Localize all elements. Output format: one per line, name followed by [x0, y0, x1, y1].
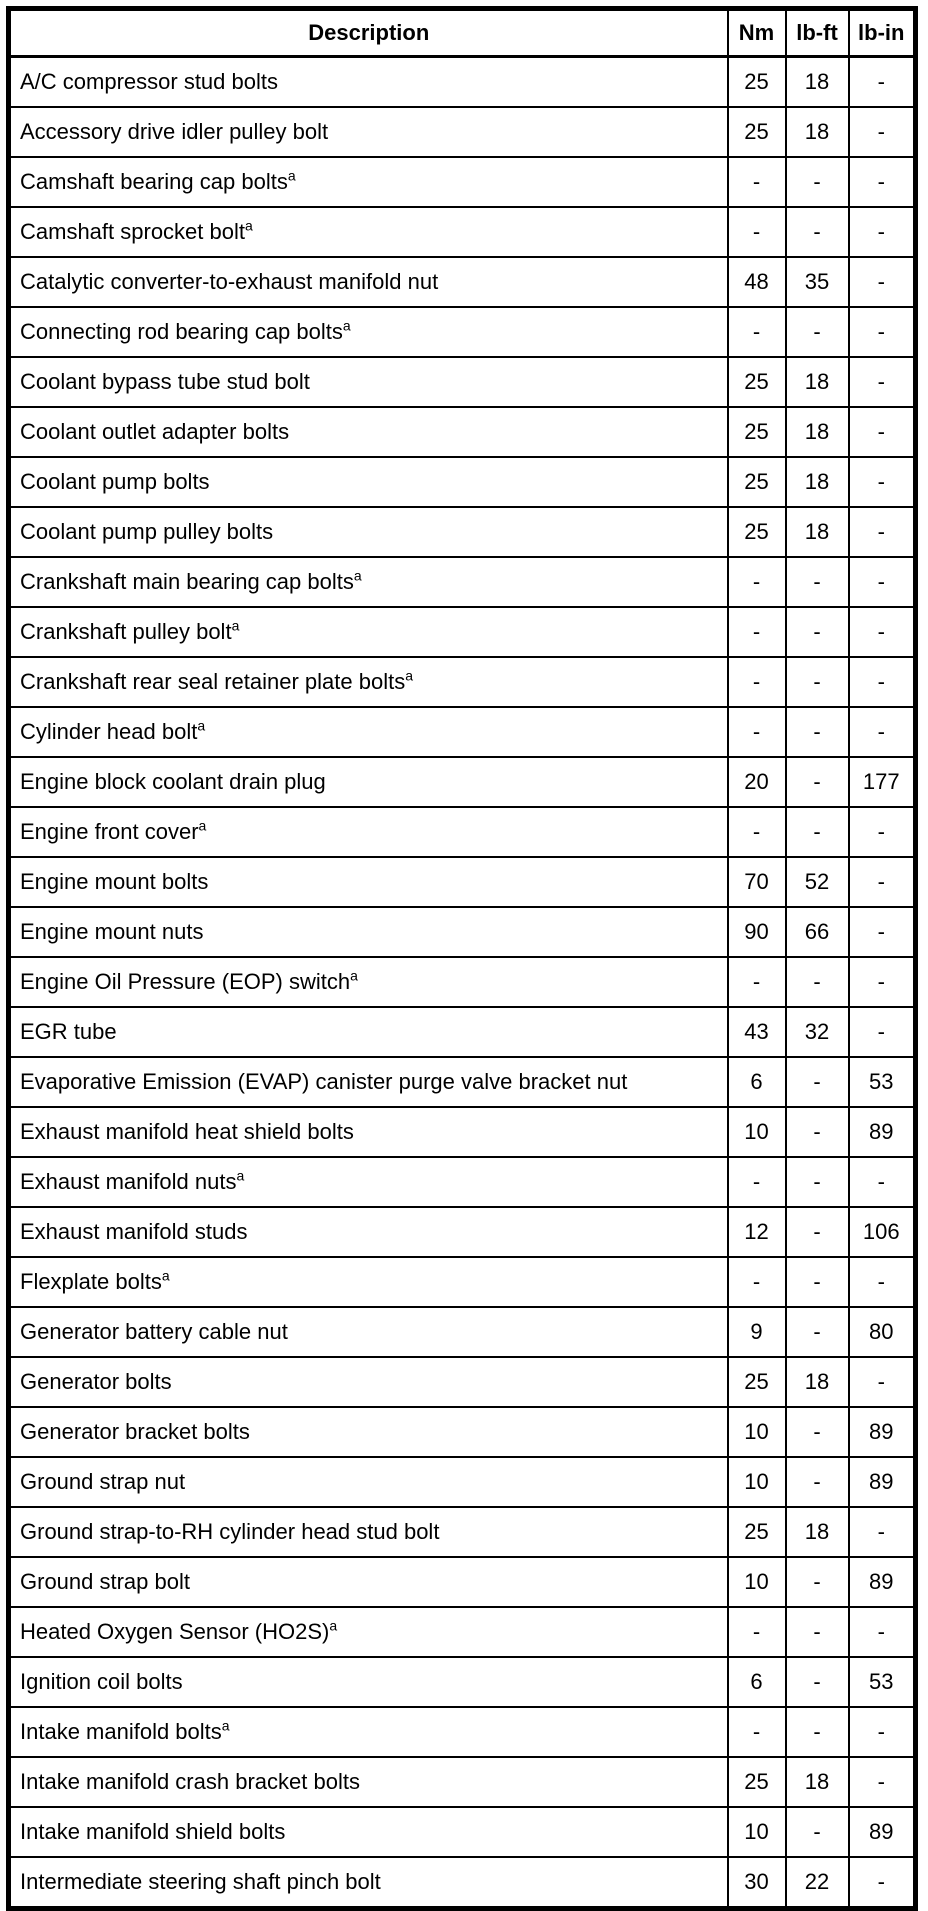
lbft-value-cell: 66 — [786, 907, 849, 957]
nm-value-cell: 25 — [728, 1757, 786, 1807]
nm-value-cell: 6 — [728, 1657, 786, 1707]
description-cell — [9, 807, 728, 857]
description-text: A/C compressor stud bolts — [20, 69, 278, 94]
table-row — [9, 207, 916, 257]
table-row — [9, 1607, 916, 1657]
nm-value-cell: - — [728, 657, 786, 707]
lbft-value-cell: - — [786, 307, 849, 357]
column-header-lbin: lb-in — [849, 9, 916, 57]
lbin-value-cell: - — [849, 907, 916, 957]
description-text: Coolant bypass tube stud bolt — [20, 369, 310, 394]
table-row — [9, 857, 916, 907]
lbin-value-cell: - — [849, 807, 916, 857]
lbin-value-cell: 89 — [849, 1557, 916, 1607]
lbin-value-cell: - — [849, 207, 916, 257]
lbin-value-cell: - — [849, 1357, 916, 1407]
description-cell — [9, 357, 728, 407]
description-cell — [9, 457, 728, 507]
lbin-value-cell: - — [849, 1707, 916, 1757]
footnote-marker: a — [198, 817, 207, 834]
lbft-value-cell: - — [786, 957, 849, 1007]
description-text: Ground strap-to-RH cylinder head stud bolt — [20, 1519, 440, 1544]
nm-value-cell: - — [728, 607, 786, 657]
description-text: Generator battery cable nut — [20, 1319, 288, 1344]
nm-value-cell: 10 — [728, 1407, 786, 1457]
lbft-value-cell: 22 — [786, 1857, 849, 1909]
table-row — [9, 1757, 916, 1807]
lbft-value-cell: 18 — [786, 357, 849, 407]
lbft-value-cell: 52 — [786, 857, 849, 907]
nm-value-cell: - — [728, 157, 786, 207]
description-cell — [9, 407, 728, 457]
lbin-value-cell: - — [849, 1157, 916, 1207]
description-cell — [9, 757, 728, 807]
table-row — [9, 1507, 916, 1557]
description-cell — [9, 1057, 728, 1107]
nm-value-cell: 30 — [728, 1857, 786, 1909]
description-cell — [9, 1657, 728, 1707]
table-row — [9, 1557, 916, 1607]
description-text: Generator bracket bolts — [20, 1419, 250, 1444]
lbin-value-cell: - — [849, 657, 916, 707]
header-row — [9, 9, 916, 57]
nm-value-cell: 25 — [728, 1507, 786, 1557]
lbin-value-cell: - — [849, 1607, 916, 1657]
description-cell — [9, 1507, 728, 1557]
lbft-value-cell: - — [786, 657, 849, 707]
description-cell — [9, 1107, 728, 1157]
lbin-value-cell: - — [849, 457, 916, 507]
lbin-value-cell: - — [849, 1757, 916, 1807]
nm-value-cell: - — [728, 957, 786, 1007]
lbft-value-cell: - — [786, 1457, 849, 1507]
lbin-value-cell: - — [849, 857, 916, 907]
nm-value-cell: 10 — [728, 1807, 786, 1857]
table-row — [9, 607, 916, 657]
lbin-value-cell: - — [849, 357, 916, 407]
description-text: Intermediate steering shaft pinch bolt — [20, 1869, 381, 1894]
table-row — [9, 1407, 916, 1457]
description-cell — [9, 1807, 728, 1857]
lbin-value-cell: - — [849, 407, 916, 457]
description-text: Connecting rod bearing cap bolts — [20, 319, 343, 344]
description-text: Exhaust manifold studs — [20, 1219, 248, 1244]
lbin-value-cell: 89 — [849, 1807, 916, 1857]
footnote-marker: a — [236, 1167, 245, 1184]
nm-value-cell: 43 — [728, 1007, 786, 1057]
description-cell — [9, 1557, 728, 1607]
description-text: Accessory drive idler pulley bolt — [20, 119, 329, 144]
lbin-value-cell: 53 — [849, 1657, 916, 1707]
footnote-marker: a — [350, 967, 358, 984]
footnote-marker: a — [329, 1617, 338, 1634]
table-row — [9, 307, 916, 357]
description-cell — [9, 1207, 728, 1257]
footnote-marker: a — [161, 1267, 170, 1284]
lbft-value-cell: - — [786, 1207, 849, 1257]
description-cell — [9, 307, 728, 357]
lbft-value-cell: - — [786, 1607, 849, 1657]
lbin-value-cell: - — [849, 157, 916, 207]
footnote-marker: a — [342, 317, 351, 334]
table-row — [9, 1007, 916, 1057]
nm-value-cell: 25 — [728, 407, 786, 457]
description-cell — [9, 1607, 728, 1657]
nm-value-cell: - — [728, 1607, 786, 1657]
lbft-value-cell: - — [786, 757, 849, 807]
lbin-value-cell: - — [849, 607, 916, 657]
lbft-value-cell: 35 — [786, 257, 849, 307]
description-text: Coolant outlet adapter bolts — [20, 419, 290, 444]
nm-value-cell: - — [728, 557, 786, 607]
table-row — [9, 1207, 916, 1257]
description-text: Engine mount bolts — [20, 869, 209, 894]
description-cell — [9, 157, 728, 207]
description-cell — [9, 507, 728, 557]
nm-value-cell: 25 — [728, 507, 786, 557]
lbft-value-cell: - — [786, 1257, 849, 1307]
nm-value-cell: 25 — [728, 107, 786, 157]
table-row — [9, 57, 916, 108]
lbft-value-cell: 32 — [786, 1007, 849, 1057]
footnote-marker: a — [287, 167, 296, 184]
nm-value-cell: 10 — [728, 1457, 786, 1507]
nm-value-cell: - — [728, 1157, 786, 1207]
description-text: Exhaust manifold nuts — [20, 1169, 237, 1194]
lbft-value-cell: - — [786, 157, 849, 207]
lbft-value-cell: 18 — [786, 457, 849, 507]
lbin-value-cell: 106 — [849, 1207, 916, 1257]
lbft-value-cell: - — [786, 1057, 849, 1107]
table-row — [9, 1807, 916, 1857]
table-row — [9, 457, 916, 507]
nm-value-cell: - — [728, 1707, 786, 1757]
description-text: Ignition coil bolts — [20, 1669, 183, 1694]
lbin-value-cell: 53 — [849, 1057, 916, 1107]
lbin-value-cell: - — [849, 1507, 916, 1557]
description-cell — [9, 1157, 728, 1207]
description-text: Ground strap nut — [20, 1469, 186, 1494]
nm-value-cell: 25 — [728, 457, 786, 507]
lbft-value-cell: - — [786, 607, 849, 657]
table-row — [9, 1657, 916, 1707]
description-cell — [9, 1357, 728, 1407]
lbin-value-cell: 177 — [849, 757, 916, 807]
description-cell — [9, 1407, 728, 1457]
table-row — [9, 257, 916, 307]
footnote-marker: a — [405, 667, 413, 684]
description-cell — [9, 1707, 728, 1757]
lbin-value-cell: 80 — [849, 1307, 916, 1357]
description-text: Intake manifold crash bracket bolts — [20, 1769, 360, 1794]
nm-value-cell: 25 — [728, 357, 786, 407]
lbft-value-cell: 18 — [786, 1757, 849, 1807]
description-cell — [9, 1007, 728, 1057]
column-header-lbft: lb-ft — [786, 9, 849, 57]
table-body — [9, 57, 916, 1909]
table-row — [9, 1857, 916, 1909]
table-row — [9, 957, 916, 1007]
lbft-value-cell: - — [786, 1307, 849, 1357]
lbft-value-cell: - — [786, 1157, 849, 1207]
lbft-value-cell: - — [786, 557, 849, 607]
description-text: Generator bolts — [20, 1369, 172, 1394]
lbin-value-cell: - — [849, 1857, 916, 1909]
table-row — [9, 657, 916, 707]
lbin-value-cell: - — [849, 557, 916, 607]
description-cell — [9, 1457, 728, 1507]
description-text: Coolant pump pulley bolts — [20, 519, 274, 544]
table-row — [9, 107, 916, 157]
table-row — [9, 1157, 916, 1207]
table-row — [9, 1257, 916, 1307]
description-cell — [9, 907, 728, 957]
nm-value-cell: 10 — [728, 1107, 786, 1157]
nm-value-cell: 70 — [728, 857, 786, 907]
description-text: Crankshaft main bearing cap bolts — [20, 569, 354, 594]
lbft-value-cell: - — [786, 1807, 849, 1857]
table-row — [9, 1107, 916, 1157]
column-header-nm: Nm — [728, 9, 786, 57]
table-row — [9, 1707, 916, 1757]
footnote-marker: a — [197, 717, 206, 734]
description-text: Intake manifold shield bolts — [20, 1819, 286, 1844]
description-cell — [9, 1257, 728, 1307]
description-cell — [9, 107, 728, 157]
table-row — [9, 1357, 916, 1407]
lbin-value-cell: - — [849, 107, 916, 157]
nm-value-cell: 10 — [728, 1557, 786, 1607]
description-text: Coolant pump bolts — [20, 469, 210, 494]
table-row — [9, 907, 916, 957]
description-text: Evaporative Emission (EVAP) canister purge valve bracket nut — [20, 1069, 628, 1094]
description-text: Engine block coolant drain plug — [20, 769, 326, 794]
lbin-value-cell: - — [849, 257, 916, 307]
table-row — [9, 807, 916, 857]
description-cell — [9, 207, 728, 257]
description-cell — [9, 1757, 728, 1807]
nm-value-cell: - — [728, 707, 786, 757]
nm-value-cell: 12 — [728, 1207, 786, 1257]
description-text: Crankshaft pulley bolt — [20, 619, 232, 644]
description-cell — [9, 257, 728, 307]
lbft-value-cell: 18 — [786, 507, 849, 557]
lbft-value-cell: 18 — [786, 1357, 849, 1407]
nm-value-cell: - — [728, 207, 786, 257]
description-cell — [9, 607, 728, 657]
nm-value-cell: 48 — [728, 257, 786, 307]
torque-spec-table — [6, 6, 918, 1911]
lbin-value-cell: - — [849, 307, 916, 357]
nm-value-cell: 9 — [728, 1307, 786, 1357]
table-row — [9, 1457, 916, 1507]
lbft-value-cell: 18 — [786, 107, 849, 157]
lbft-value-cell: - — [786, 1657, 849, 1707]
lbft-value-cell: - — [786, 1557, 849, 1607]
description-cell — [9, 657, 728, 707]
column-header-description: Description — [9, 9, 728, 57]
footnote-marker: a — [244, 217, 253, 234]
lbft-value-cell: - — [786, 1407, 849, 1457]
lbft-value-cell: - — [786, 707, 849, 757]
lbin-value-cell: - — [849, 1257, 916, 1307]
description-text: Camshaft bearing cap bolts — [20, 169, 288, 194]
lbft-value-cell: 18 — [786, 407, 849, 457]
description-text: Engine front cover — [20, 819, 199, 844]
footnote-marker: a — [353, 567, 362, 584]
nm-value-cell: 20 — [728, 757, 786, 807]
lbin-value-cell: 89 — [849, 1107, 916, 1157]
description-cell — [9, 957, 728, 1007]
nm-value-cell: - — [728, 1257, 786, 1307]
description-text: Crankshaft rear seal retainer plate bolts — [20, 669, 406, 694]
nm-value-cell: 25 — [728, 57, 786, 108]
description-cell — [9, 857, 728, 907]
nm-value-cell: 6 — [728, 1057, 786, 1107]
table-row — [9, 707, 916, 757]
lbin-value-cell: 89 — [849, 1457, 916, 1507]
lbin-value-cell: - — [849, 1007, 916, 1057]
table-row — [9, 507, 916, 557]
description-text: Flexplate bolts — [20, 1269, 162, 1294]
nm-value-cell: - — [728, 307, 786, 357]
lbin-value-cell: - — [849, 57, 916, 108]
table-row — [9, 557, 916, 607]
description-text: Catalytic converter-to-exhaust manifold nut — [20, 269, 439, 294]
table-row — [9, 1057, 916, 1107]
footnote-marker: a — [221, 1717, 230, 1734]
description-text: Ground strap bolt — [20, 1569, 190, 1594]
lbft-value-cell: 18 — [786, 1507, 849, 1557]
lbin-value-cell: - — [849, 507, 916, 557]
nm-value-cell: - — [728, 807, 786, 857]
description-text: Camshaft sprocket bolt — [20, 219, 245, 244]
description-cell — [9, 1307, 728, 1357]
table-header — [9, 9, 916, 57]
lbft-value-cell: - — [786, 807, 849, 857]
description-text: Cylinder head bolt — [20, 719, 198, 744]
table-row — [9, 157, 916, 207]
description-cell — [9, 57, 728, 108]
nm-value-cell: 25 — [728, 1357, 786, 1407]
lbft-value-cell: - — [786, 1107, 849, 1157]
description-cell — [9, 557, 728, 607]
description-text: EGR tube — [20, 1019, 117, 1044]
lbin-value-cell: - — [849, 957, 916, 1007]
lbft-value-cell: 18 — [786, 57, 849, 108]
table-row — [9, 757, 916, 807]
lbft-value-cell: - — [786, 1707, 849, 1757]
footnote-marker: a — [231, 617, 240, 634]
lbin-value-cell: 89 — [849, 1407, 916, 1457]
description-cell — [9, 707, 728, 757]
lbin-value-cell: - — [849, 707, 916, 757]
table-row — [9, 1307, 916, 1357]
description-text: Engine mount nuts — [20, 919, 204, 944]
description-cell — [9, 1857, 728, 1909]
description-text: Exhaust manifold heat shield bolts — [20, 1119, 354, 1144]
lbft-value-cell: - — [786, 207, 849, 257]
nm-value-cell: 90 — [728, 907, 786, 957]
description-text: Intake manifold bolts — [20, 1719, 222, 1744]
description-text: Engine Oil Pressure (EOP) switch — [20, 969, 351, 994]
description-text: Heated Oxygen Sensor (HO2S) — [20, 1619, 330, 1644]
table-row — [9, 407, 916, 457]
table-row — [9, 357, 916, 407]
